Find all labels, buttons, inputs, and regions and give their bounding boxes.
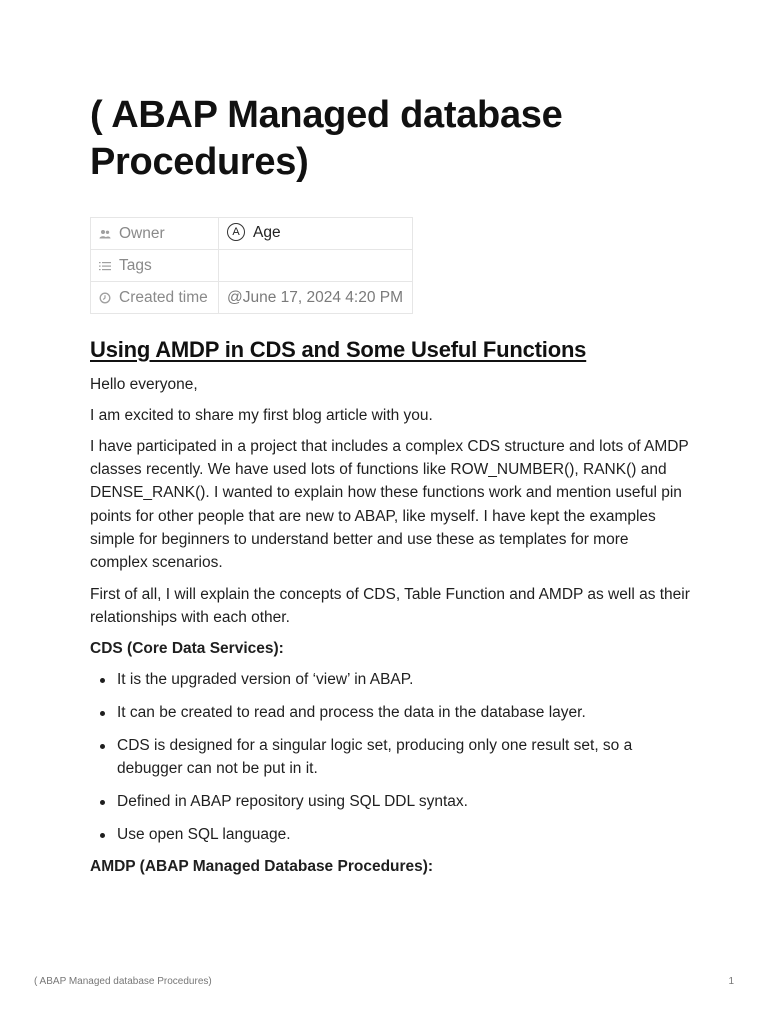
list-item: It can be created to read and process the data in the database layer. [90,701,690,724]
paragraph-project: I have participated in a project that includes a complex CDS structure and lots of AMDP classes recently. We have used lots of functions like ROW_NUMBER(), RANK() and DENSE_RANK(). I wanted to explain how these functions work and mention useful pin points for other people that are new to ABAP, like myself. I have kept the examples simple for beginners to understand better and use these as templates for more complex scenarios. [90,438,689,572]
list-item: Defined in ABAP repository using SQL DDL syntax. [90,790,690,813]
property-value-tags[interactable] [219,250,413,282]
property-value-created-time: @June 17, 2024 4:20 PM [219,282,413,314]
list-item: Use open SQL language. [90,823,690,846]
cds-heading: CDS (Core Data Services): [90,640,284,657]
avatar: A [227,223,245,241]
page-title: ( ABAP Managed database Procedures) [90,94,563,183]
section-heading: Using AMDP in CDS and Some Useful Functions [90,337,587,362]
property-row-tags [91,250,413,282]
paragraph-greeting: Hello everyone, [90,376,198,393]
cds-bullet-list [90,668,690,856]
property-key-label: Tags [119,256,152,274]
property-key-label: Owner [119,224,165,242]
amdp-heading: AMDP (ABAP Managed Database Procedures): [90,858,434,875]
list-icon [99,261,111,271]
paragraph-concepts: First of all, I will explain the concepts of CDS, Table Function and AMDP as well as their relationships with each other. [90,586,690,627]
list-item: CDS is designed for a singular logic set, producing only one result set, so a debugger can not be put in it. [90,734,690,780]
properties-table [90,217,413,314]
clock-icon [99,292,111,304]
page-number: 1 [728,976,734,987]
property-row-owner [91,218,413,250]
property-key-label: Created time [119,288,208,306]
paragraph-intro: I am excited to share my first blog article with you. [90,407,433,424]
property-key-tags [91,250,219,282]
list-item: It is the upgraded version of ‘view’ in ABAP. [90,668,690,691]
property-key-owner [91,218,219,250]
footer-title: ( ABAP Managed database Procedures) [34,976,212,987]
owner-name: Age [253,224,281,242]
property-value-owner[interactable] [219,218,413,250]
property-key-created-time [91,282,219,314]
property-row-created-time [91,282,413,314]
people-icon [99,229,111,239]
